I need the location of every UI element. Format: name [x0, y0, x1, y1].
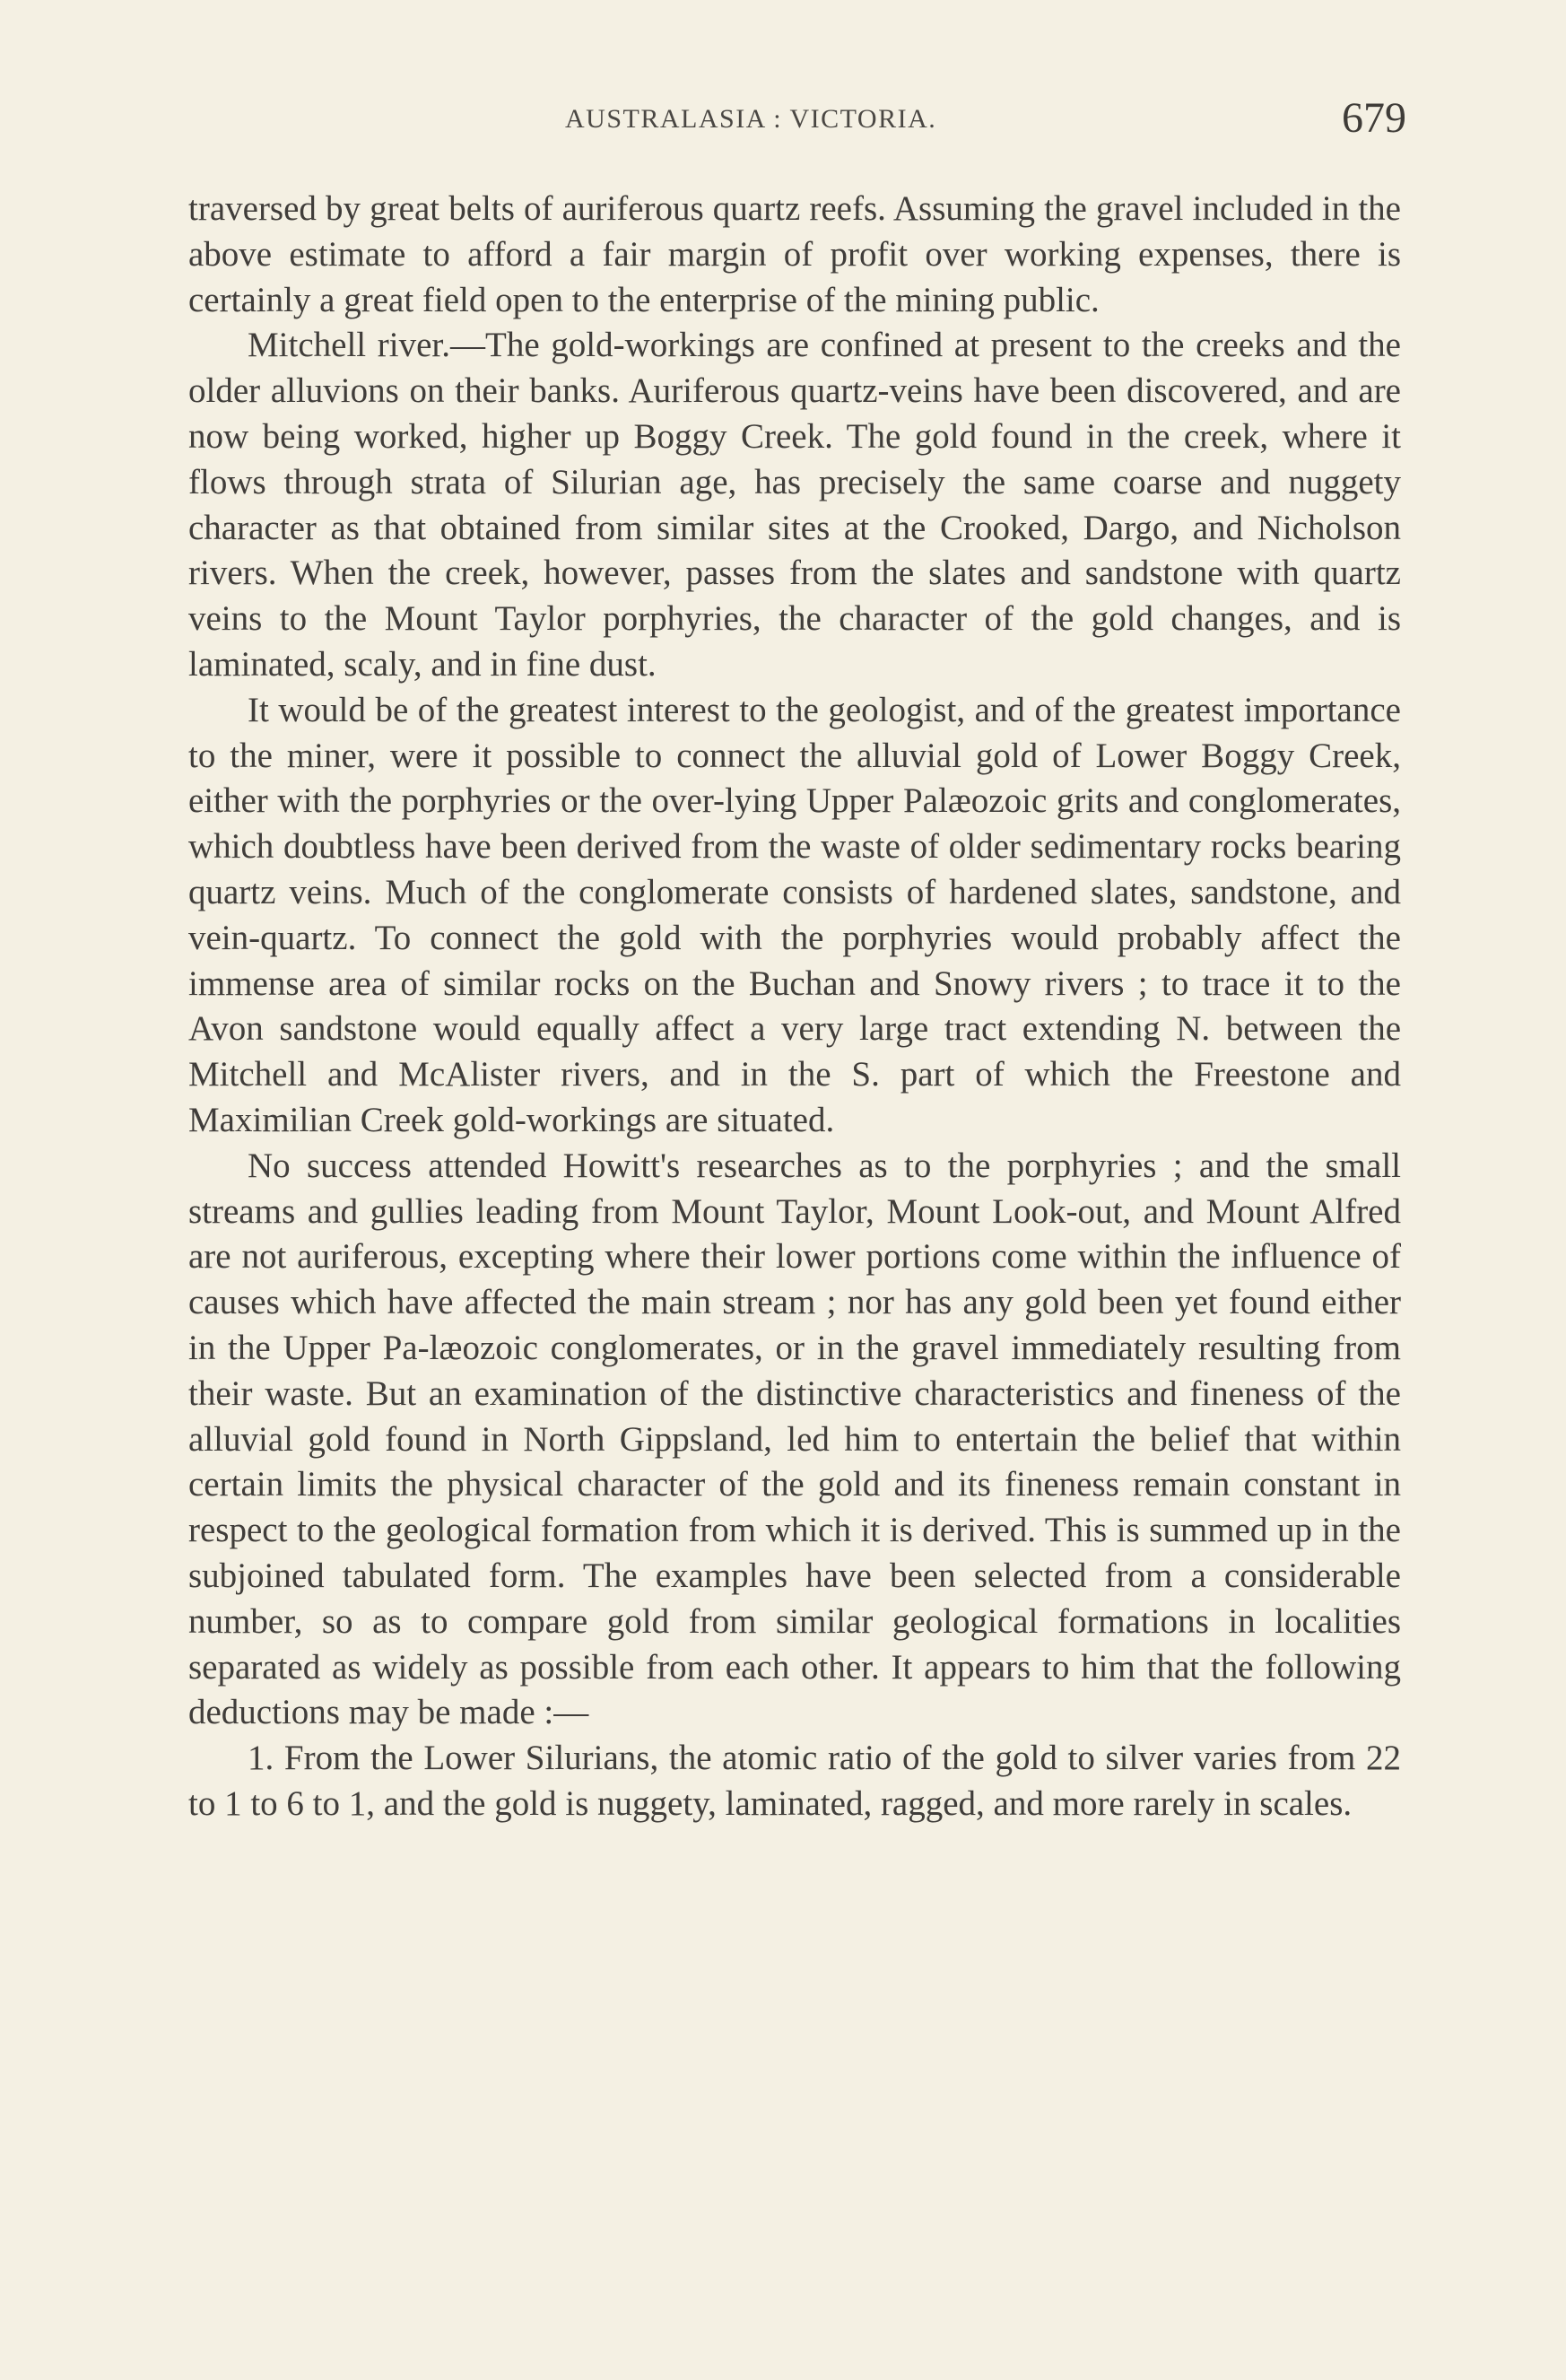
running-head: AUSTRALASIA : VICTORIA. — [565, 104, 937, 134]
paragraph-geologist-interest: It would be of the greatest interest to the geologist, and of the greatest importance to the miner, were it possible to connect the alluvial gold of Lower Boggy Creek, either with the porphyries or the over-lying Upper Palæozoic grits and conglomerates, which doubtless have been derived from the waste of older sedimentary rocks bearing quartz veins. Much of the conglomerate consists of hardened slates, sandstone, and vein-quartz. To connect the gold with the porphyries would probably affect the immense area of similar rocks on the Buchan and Snowy rivers ; to trace it to the Avon sandstone would equally affect a very large tract extending N. between the Mitchell and McAlister rivers, and in the S. part of which the Freestone and Maximilian Creek gold-workings are situated. — [188, 690, 1401, 1139]
paragraph-deduction-1: 1. From the Lower Silurians, the atomic ratio of the gold to silver varies from 22 to 1 to 6 to 1, and the gold is nuggety, laminated, ragged, and more rarely in scales. — [188, 1739, 1401, 1823]
page-header — [188, 90, 1408, 161]
paragraph-continued: traversed by great belts of auriferous quartz reefs. Assuming the gravel included in the above estimate to afford a fair margin of profit over working expenses, there is certainly a great field open to the enterprise of the mining public. — [188, 189, 1401, 319]
paragraph-mitchell-river: Mitchell river.—The gold-workings are confined at present to the creeks and the older alluvions on their banks. Auriferous quartz-veins have been discovered, and are now being worked, higher up Boggy Creek. The gold found in the creek, where it flows through strata of Silurian age, has precisely the same coarse and nuggety character as that obtained from similar sites at the Crooked, Dargo, and Nicholson rivers. When the creek, however, passes from the slates and sandstone with quartz veins to the Mount Taylor porphyries, the character of the gold changes, and is laminated, scaly, and in fine dust. — [188, 326, 1401, 684]
body-text — [188, 187, 1401, 1827]
paragraph-howitt-researches: No success attended Howitt's researches as to the porphyries ; and the small streams and gullies leading from Mount Taylor, Mount Look-out, and Mount Alfred are not auriferous, excepting where their lower portions come within the influence of causes which have affected the main stream ; nor has any gold been yet found either in the Upper Pa-læozoic conglomerates, or in the gravel immediately resulting from their waste. But an examination of the distinctive characteristics and fineness of the alluvial gold found in North Gippsland, led him to entertain the belief that within certain limits the physical character of the gold and its fineness remain constant in respect to the geological formation from which it is derived. This is summed up in the subjoined tabulated form. The examples have been selected from a considerable number, so as to compare gold from similar geological formations in localities separated as widely as possible from each other. It appears to him that the following deductions may be made :— — [188, 1146, 1401, 1732]
page-number: 679 — [1342, 94, 1406, 142]
